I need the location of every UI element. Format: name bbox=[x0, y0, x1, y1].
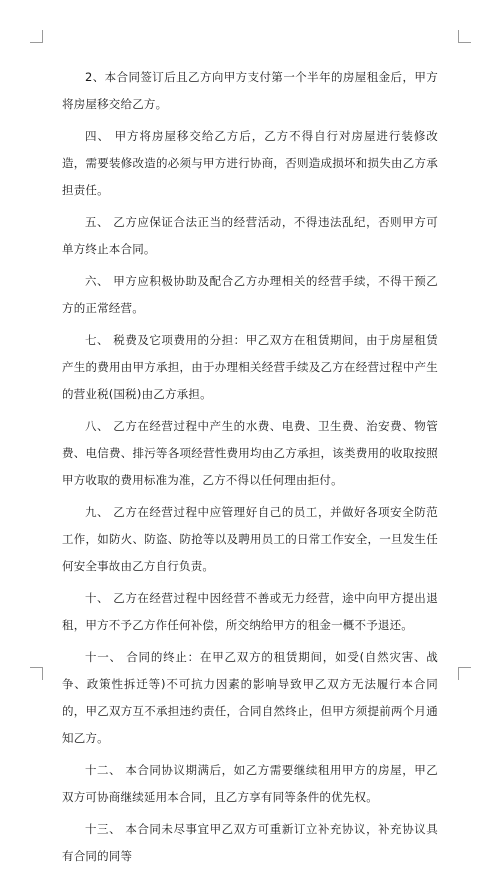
crop-mark-bottom-left bbox=[30, 667, 43, 680]
paragraph-clause-2: 2、本合同签订后且乙方向甲方支付第一个半年的房屋租金后，甲方将房屋移交给乙方。 bbox=[62, 70, 438, 111]
paragraph-clause-12: 十二、 本合同协议期满后，如乙方需要继续租用甲方的房屋，甲乙双方可协商继续延用本合同，且乙方享有同等条件的优先权。 bbox=[62, 763, 438, 804]
crop-mark-top-right bbox=[458, 30, 471, 43]
paragraph-clause-11: 十一、 合同的终止：在甲乙双方的租赁期间，如受(自然灾害、战争、政策性拆迁等)不可抗力因素的影响导致甲乙双方无法履行本合同的，甲乙双方互不承担违约责任，合同自然终止，但甲方须提前两个月通知乙方。 bbox=[62, 650, 438, 745]
paragraph-clause-6: 六、 甲方应积极协助及配合乙方办理相关的经营手续，不得干预乙方的正常经营。 bbox=[62, 274, 438, 315]
paragraph-clause-4: 四、 甲方将房屋移交给乙方后，乙方不得自行对房屋进行装修改造，需要装修改造的必须与甲方进行协商，否则造成损坏和损失由乙方承担责任。 bbox=[62, 129, 438, 197]
crop-mark-bottom-right bbox=[458, 667, 471, 680]
document-body bbox=[62, 64, 438, 875]
crop-mark-top-left bbox=[30, 30, 43, 43]
paragraph-clause-13: 十三、 本合同未尽事宜甲乙双方可重新订立补充协议，补充协议具有合同的同等 bbox=[62, 822, 438, 863]
paragraph-clause-10: 十、 乙方在经营过程中因经营不善或无力经营，途中向甲方提出退租，甲方不予乙方作任何补偿，所交纳给甲方的租金一概不予退还。 bbox=[62, 591, 438, 632]
paragraph-clause-9: 九、 乙方在经营过程中应管理好自己的员工，并做好各项安全防范工作，如防火、防盗、防抢等以及聘用员工的日常工作安全，一旦发生任何安全事故由乙方自行负责。 bbox=[62, 505, 438, 573]
paragraph-clause-5: 五、 乙方应保证合法正当的经营活动，不得违法乱纪，否则甲方可单方终止本合同。 bbox=[62, 215, 438, 256]
paragraph-clause-8: 八、 乙方在经营过程中产生的水费、电费、卫生费、治安费、物管费、电信费、排污等各项经营性费用均由乙方承担，该类费用的收取按照甲方收取的费用标准为准，乙方不得以任何理由拒付。 bbox=[62, 419, 438, 487]
paragraph-clause-7: 七、 税费及它项费用的分担：甲乙双方在租赁期间，由于房屋租赁产生的费用由甲方承担，由于办理相关经营手续及乙方在经营过程中产生的营业税(国税)由乙方承担。 bbox=[62, 333, 438, 401]
